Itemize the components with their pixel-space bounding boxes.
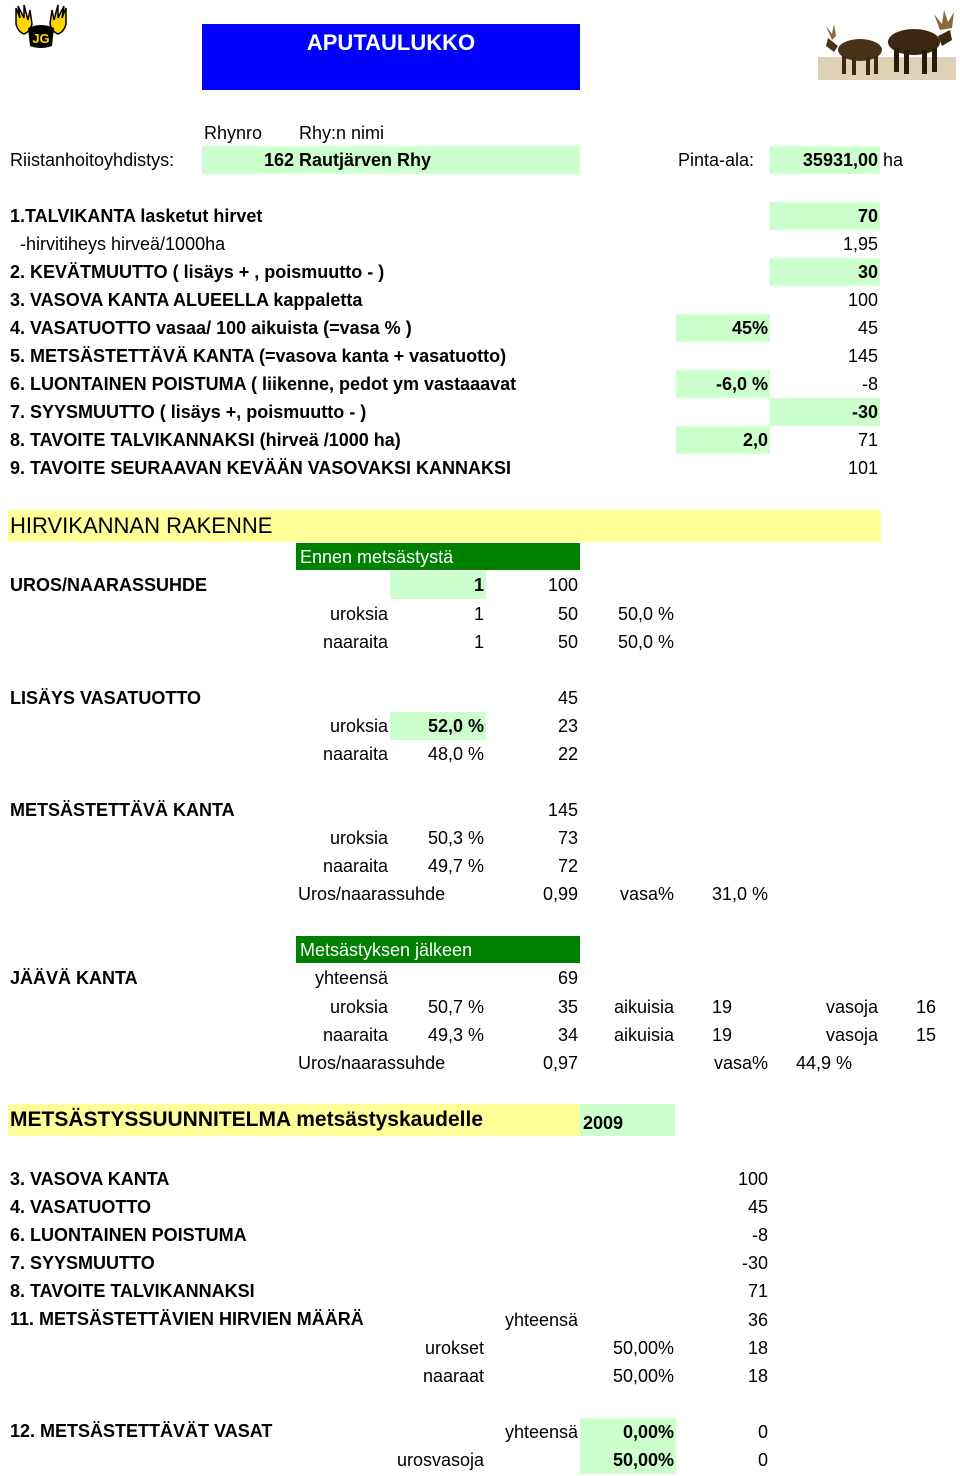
structure-title: HIRVIKANNAN RAKENNE bbox=[10, 513, 273, 538]
remaining-males-label: uroksia bbox=[329, 997, 388, 1017]
row-pct[interactable]: 2,0 bbox=[742, 430, 768, 450]
plan-calves-total: 0 bbox=[757, 1422, 768, 1442]
ratio-males-label: uroksia bbox=[329, 604, 388, 624]
row-value: 71 bbox=[857, 430, 878, 450]
remaining-males-count: 35 bbox=[557, 997, 578, 1017]
area-unit: ha bbox=[883, 150, 904, 170]
rhy-number[interactable]: 162 bbox=[263, 150, 294, 170]
remaining-females-calves-label: vasoja bbox=[825, 1025, 878, 1045]
ratio-label: UROS/NAARASSUHDE bbox=[10, 575, 208, 595]
plan-calves-total-pct[interactable]: 0,00% bbox=[622, 1422, 674, 1442]
plan-row-label: 8. TAVOITE TALVIKANNAKSI bbox=[10, 1281, 255, 1301]
plan-calves-males-label: urosvasoja bbox=[396, 1450, 484, 1470]
remaining-females-adults: 19 bbox=[712, 1025, 733, 1045]
calves-males-label: uroksia bbox=[329, 716, 388, 736]
plan-huntable-total-label: yhteensä bbox=[504, 1310, 578, 1330]
plan-huntable-label: 11. METSÄSTETTÄVIEN HIRVIEN MÄÄRÄ bbox=[10, 1309, 364, 1329]
huntable-ratio-value: 0,99 bbox=[542, 884, 578, 904]
plan-row-label: 3. VASOVA KANTA bbox=[10, 1169, 170, 1189]
ratio-males-ratio: 1 bbox=[473, 604, 484, 624]
plan-row-value: 71 bbox=[747, 1281, 768, 1301]
remaining-calf-pct: 44,9 % bbox=[796, 1053, 853, 1073]
row-label: 8. TAVOITE TALVIKANNAKSI (hirveä /1000 ha) bbox=[10, 430, 401, 450]
remaining-females-calves: 15 bbox=[915, 1025, 936, 1045]
svg-text:JG: JG bbox=[32, 31, 50, 46]
plan-row-value: -30 bbox=[741, 1253, 768, 1273]
plan-row-label: 7. SYYSMUUTTO bbox=[10, 1253, 155, 1273]
plan-huntable-females-label: naaraat bbox=[422, 1366, 484, 1386]
plan-huntable-males-count: 18 bbox=[747, 1338, 768, 1358]
rhy-name-header: Rhy:n nimi bbox=[299, 123, 385, 143]
remaining-males-adults: 19 bbox=[712, 997, 733, 1017]
row-label: 2. KEVÄTMUUTTO ( lisäys + , poismuutto - ) bbox=[10, 262, 385, 282]
remaining-males-calves-label: vasoja bbox=[825, 997, 878, 1017]
calves-females-label: naaraita bbox=[322, 744, 388, 764]
huntable-label: METSÄSTETTÄVÄ KANTA bbox=[10, 800, 235, 820]
row-value: 101 bbox=[847, 458, 878, 478]
remaining-label: JÄÄVÄ KANTA bbox=[10, 968, 138, 988]
plan-row-label: 6. LUONTAINEN POISTUMA bbox=[10, 1225, 247, 1245]
row-label: 5. METSÄSTETTÄVÄ KANTA (=vasova kanta + vasatuotto) bbox=[10, 346, 507, 366]
after-label: Metsästyksen jälkeen bbox=[300, 940, 473, 960]
row-label: 7. SYYSMUUTTO ( lisäys +, poismuutto - ) bbox=[10, 402, 367, 422]
row-label: 1.TALVIKANTA lasketut hirvet bbox=[10, 206, 263, 226]
remaining-males-pct: 50,7 % bbox=[427, 997, 484, 1017]
plan-calves-males-pct[interactable]: 50,00% bbox=[612, 1450, 674, 1470]
remaining-females-pct: 49,3 % bbox=[427, 1025, 484, 1045]
row-value: 145 bbox=[847, 346, 878, 366]
moose-illustration bbox=[818, 2, 956, 80]
row-value: 100 bbox=[847, 290, 878, 310]
moose-antler-logo bbox=[10, 2, 72, 52]
plan-huntable-total: 36 bbox=[747, 1310, 768, 1330]
plan-huntable-females-count: 18 bbox=[747, 1366, 768, 1386]
calves-females-count: 22 bbox=[557, 744, 578, 764]
org-label: Riistanhoitoyhdistys: bbox=[10, 150, 175, 170]
calves-label: LISÄYS VASATUOTTO bbox=[10, 688, 202, 708]
plan-calves-males-count: 0 bbox=[757, 1450, 768, 1470]
remaining-ratio-label: Uros/naarassuhde bbox=[298, 1053, 446, 1073]
plan-row-value: 100 bbox=[737, 1169, 768, 1189]
huntable-females-label: naaraita bbox=[322, 856, 388, 876]
row-value: 1,95 bbox=[842, 234, 878, 254]
remaining-females-label: naaraita bbox=[322, 1025, 388, 1045]
huntable-females-pct: 49,7 % bbox=[427, 856, 484, 876]
area-value[interactable]: 35931,00 bbox=[802, 150, 878, 170]
remaining-total: 69 bbox=[557, 968, 578, 988]
plan-row-value: -8 bbox=[751, 1225, 768, 1245]
page-title: APUTAULUKKO bbox=[306, 30, 476, 55]
rhy-name[interactable]: Rautjärven Rhy bbox=[299, 150, 432, 170]
huntable-calf-label: vasa% bbox=[619, 884, 674, 904]
huntable-males-pct: 50,3 % bbox=[427, 828, 484, 848]
plan-title: METSÄSTYSSUUNNITELMA metsästyskaudelle bbox=[10, 1108, 484, 1131]
row-label: 9. TAVOITE SEURAAVAN KEVÄÄN VASOVAKSI KANNAKSI bbox=[10, 458, 512, 478]
row-label: 6. LUONTAINEN POISTUMA ( liikenne, pedot ym vastaaavat bbox=[10, 374, 517, 394]
plan-row-value: 45 bbox=[747, 1197, 768, 1217]
row-label: -hirvitiheys hirveä/1000ha bbox=[10, 234, 226, 254]
calves-males-count: 23 bbox=[557, 716, 578, 736]
huntable-ratio-label: Uros/naarassuhde bbox=[298, 884, 446, 904]
ratio-females-count: 50 bbox=[557, 632, 578, 652]
huntable-calf-pct: 31,0 % bbox=[711, 884, 768, 904]
rhynro-header: Rhynro bbox=[204, 123, 263, 143]
remaining-females-count: 34 bbox=[557, 1025, 578, 1045]
huntable-males-label: uroksia bbox=[329, 828, 388, 848]
plan-row-label: 4. VASATUOTTO bbox=[10, 1197, 152, 1217]
ratio-females-ratio: 1 bbox=[473, 632, 484, 652]
row-pct[interactable]: -6,0 % bbox=[715, 374, 768, 394]
calves-females-pct: 48,0 % bbox=[427, 744, 484, 764]
plan-calves-label: 12. METSÄSTETTÄVÄT VASAT bbox=[10, 1421, 273, 1441]
ratio-males-pct: 50,0 % bbox=[617, 604, 674, 624]
row-pct[interactable]: 45% bbox=[731, 318, 768, 338]
remaining-males-calves: 16 bbox=[915, 997, 936, 1017]
remaining-calf-label: vasa% bbox=[713, 1053, 768, 1073]
plan-calves-total-label: yhteensä bbox=[504, 1422, 578, 1442]
remaining-ratio-value: 0,97 bbox=[542, 1053, 578, 1073]
plan-huntable-males-pct: 50,00% bbox=[612, 1338, 674, 1358]
remaining-females-adults-label: aikuisia bbox=[613, 1025, 674, 1045]
ratio-males-count: 50 bbox=[557, 604, 578, 624]
row-label: 3. VASOVA KANTA ALUEELLA kappaletta bbox=[10, 290, 363, 310]
plan-huntable-females-pct: 50,00% bbox=[612, 1366, 674, 1386]
ratio-input[interactable]: 1 bbox=[473, 575, 484, 595]
huntable-total: 145 bbox=[547, 800, 578, 820]
remaining-total-label: yhteensä bbox=[314, 968, 388, 988]
plan-huntable-males-label: urokset bbox=[424, 1338, 484, 1358]
row-value: 45 bbox=[857, 318, 878, 338]
row-value[interactable]: 30 bbox=[857, 262, 878, 282]
calves-total: 45 bbox=[557, 688, 578, 708]
remaining-males-adults-label: aikuisia bbox=[613, 997, 674, 1017]
row-label: 4. VASATUOTTO vasaa/ 100 aikuista (=vasa % ) bbox=[10, 318, 412, 338]
row-value: -8 bbox=[861, 374, 878, 394]
plan-year[interactable]: 2009 bbox=[583, 1113, 624, 1133]
before-label: Ennen metsästystä bbox=[300, 547, 454, 567]
ratio-females-pct: 50,0 % bbox=[617, 632, 674, 652]
ratio-females-label: naaraita bbox=[322, 632, 388, 652]
ratio-total: 100 bbox=[547, 575, 578, 595]
huntable-males-count: 73 bbox=[557, 828, 578, 848]
calves-males-pct[interactable]: 52,0 % bbox=[427, 716, 484, 736]
row-value[interactable]: -30 bbox=[851, 402, 878, 422]
area-label: Pinta-ala: bbox=[678, 150, 755, 170]
huntable-females-count: 72 bbox=[557, 856, 578, 876]
row-value[interactable]: 70 bbox=[857, 206, 878, 226]
